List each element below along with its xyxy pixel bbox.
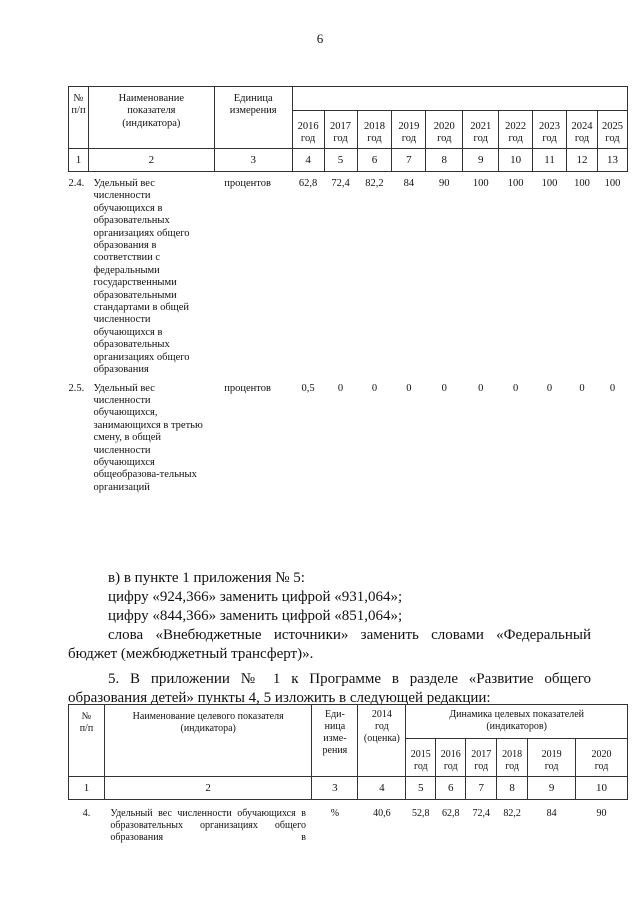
column-number: 11 bbox=[533, 149, 567, 172]
t2-header-dynamics: Динамика целевых показателей (индикаторов) bbox=[406, 705, 628, 739]
column-number: 4 bbox=[292, 149, 324, 172]
row-value: 90 bbox=[439, 178, 450, 189]
t2-row-value: 82,2 bbox=[503, 808, 521, 819]
t2-column-number: 7 bbox=[466, 777, 497, 800]
row-value: 100 bbox=[507, 178, 524, 189]
t2-column-number: 2 bbox=[104, 777, 312, 800]
row-value: 0,5 bbox=[301, 382, 315, 394]
column-number: 1 bbox=[69, 149, 89, 172]
row-value: 0 bbox=[478, 382, 484, 394]
amendment-item-v: в) в пункте 1 приложения № 5: bbox=[108, 570, 305, 586]
row-value: 0 bbox=[609, 382, 616, 394]
row-unit: процентов bbox=[224, 382, 271, 394]
row-value: 100 bbox=[472, 178, 489, 189]
t2-header-year: 2019 год bbox=[528, 739, 576, 777]
column-number: 3 bbox=[214, 149, 292, 172]
t2-header-year: 2017 год bbox=[466, 739, 497, 777]
row-num: 2.5. bbox=[68, 382, 85, 394]
amendment-item-5: 5. В приложении № 1 к Программе в разделе «Развитие общего образования детей» пункты 4, 5 изложить в следующей редакции: bbox=[68, 671, 591, 706]
column-number: 13 bbox=[597, 149, 627, 172]
header-year: 2021 год bbox=[463, 111, 499, 149]
header-year: 2018 год bbox=[357, 111, 392, 149]
t2-header-year: 2018 год bbox=[497, 739, 528, 777]
header-year: 2017 год bbox=[324, 111, 357, 149]
header-year: 2023 год bbox=[533, 111, 567, 149]
t2-column-number: 1 bbox=[69, 777, 105, 800]
row-value: 84 bbox=[403, 178, 415, 189]
column-number: 9 bbox=[463, 149, 499, 172]
t2-header-num: № п/п bbox=[69, 705, 105, 777]
row-value: 82,2 bbox=[365, 178, 384, 189]
row-value: 100 bbox=[574, 178, 590, 189]
t2-header-year: 2020 год bbox=[576, 739, 628, 777]
amendment-line-2: цифру «844,366» заменить цифрой «851,064»; bbox=[108, 608, 403, 624]
t2-row-unit: % bbox=[330, 808, 340, 819]
t2-column-number: 8 bbox=[497, 777, 528, 800]
column-number: 7 bbox=[392, 149, 426, 172]
header-year: 2022 год bbox=[499, 111, 533, 149]
row-value: 100 bbox=[604, 178, 621, 189]
t2-row-value: 40,6 bbox=[373, 808, 391, 819]
row-value: 0 bbox=[441, 382, 447, 394]
t2-header-year: 2016 год bbox=[436, 739, 466, 777]
t2-column-number: 9 bbox=[528, 777, 576, 800]
header-year: 2020 год bbox=[426, 111, 463, 149]
header-num: № п/п bbox=[69, 87, 89, 149]
column-number: 10 bbox=[499, 149, 533, 172]
row-value: 72,4 bbox=[331, 178, 350, 189]
indicators-table-2 bbox=[68, 704, 628, 844]
column-number: 6 bbox=[357, 149, 392, 172]
column-number: 2 bbox=[88, 149, 214, 172]
row-unit: процентов bbox=[224, 178, 271, 189]
t2-column-number: 6 bbox=[436, 777, 466, 800]
row-value: 62,8 bbox=[298, 178, 318, 189]
header-name: Наименование показателя (индикатора) bbox=[88, 87, 214, 149]
amendment-line-1: цифру «924,366» заменить цифрой «931,064»; bbox=[108, 589, 403, 605]
column-number: 12 bbox=[567, 149, 598, 172]
page-number: 6 bbox=[316, 31, 324, 46]
t2-row-num: 4. bbox=[82, 808, 91, 819]
indicators-table-1 bbox=[68, 86, 628, 494]
row-value: 0 bbox=[371, 382, 378, 394]
row-value: 0 bbox=[406, 382, 412, 394]
row-value: 0 bbox=[513, 382, 519, 394]
t2-header-name: Наименование целевого показателя (индикатора) bbox=[104, 705, 312, 777]
t2-row-value: 52,8 bbox=[412, 808, 430, 819]
t2-header-year: 2015 год bbox=[406, 739, 436, 777]
t2-column-number: 3 bbox=[312, 777, 358, 800]
t2-header-unit: Еди- ница изме- рения bbox=[312, 705, 358, 777]
row-value: 0 bbox=[546, 382, 553, 394]
header-year: 2025 год bbox=[597, 111, 627, 149]
t2-header-2014: 2014 год (оценка) bbox=[358, 705, 406, 777]
t2-column-number: 4 bbox=[358, 777, 406, 800]
t2-row-value: 90 bbox=[596, 808, 607, 819]
t2-row-value: 62,8 bbox=[442, 808, 460, 819]
row-value: 0 bbox=[579, 382, 585, 394]
row-num: 2.4. bbox=[68, 178, 85, 189]
t2-column-number: 10 bbox=[576, 777, 628, 800]
row-value: 0 bbox=[337, 382, 344, 394]
t2-row-value: 84 bbox=[546, 808, 557, 819]
header-year: 2019 год bbox=[392, 111, 426, 149]
row-name: Удельный вес численности обучающихся в образовательных организациях общего образования в соответствии с федеральными государственными образовательными стандартами в общей численности обучающихся в образовательных организациях общего образования bbox=[93, 178, 190, 376]
amendment-line-3: слова «Внебюджетные источники» заменить словами «Федеральный бюджет (межбюджетный трансферт)». bbox=[68, 627, 591, 662]
t2-row-value: 72,4 bbox=[472, 808, 490, 819]
t2-row-name: Удельный вес численности обучающихся в образовательных организациях общего образования в bbox=[110, 808, 306, 843]
header-unit: Единица измерения bbox=[214, 87, 292, 149]
header-year: 2024 год bbox=[567, 111, 598, 149]
column-number: 5 bbox=[324, 149, 357, 172]
row-value: 100 bbox=[541, 178, 558, 189]
column-number: 8 bbox=[426, 149, 463, 172]
header-year: 2016 год bbox=[292, 111, 324, 149]
row-name: Удельный вес численности обучающихся, занимающихся в третью смену, в общей численности обучающихся общеобразова-тельных организаций bbox=[93, 382, 203, 493]
t2-column-number: 5 bbox=[406, 777, 436, 800]
